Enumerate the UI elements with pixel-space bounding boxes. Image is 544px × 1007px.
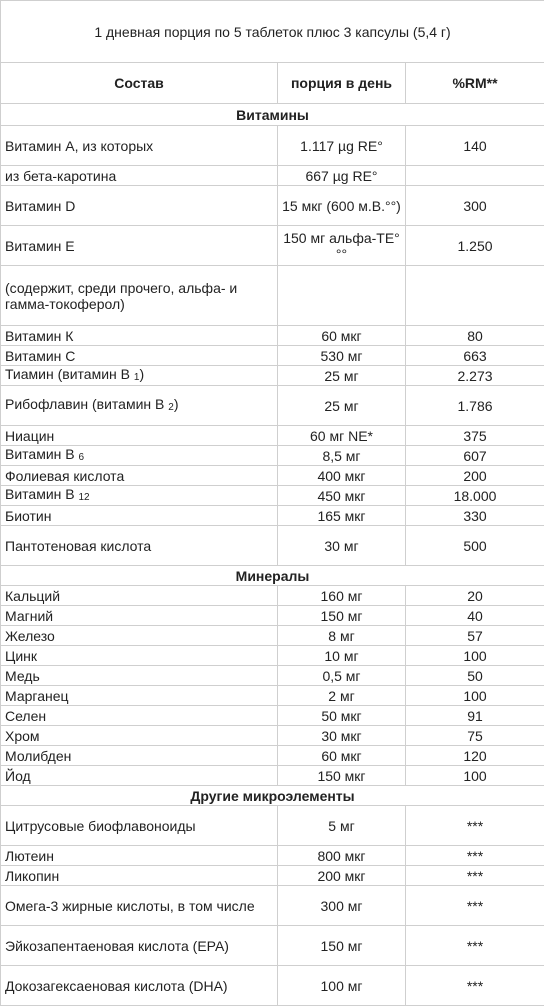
row-rm: ***	[406, 966, 544, 1006]
row-name: Ликопин	[1, 866, 278, 886]
table-title: 1 дневная порция по 5 таблеток плюс 3 капсулы (5,4 г)	[1, 1, 544, 63]
row-dose: 8 мг	[278, 626, 406, 646]
row-dose: 1.117 µg RE°	[278, 126, 406, 166]
header-rm: %RM**	[406, 63, 544, 104]
row-rm: 100	[406, 646, 544, 666]
row-rm: 91	[406, 706, 544, 726]
table-row	[1, 326, 544, 346]
row-rm: 200	[406, 466, 544, 486]
row-rm: 75	[406, 726, 544, 746]
row-dose: 30 мкг	[278, 726, 406, 746]
section-vitamins: Витамины	[1, 104, 544, 126]
row-rm: 300	[406, 186, 544, 226]
row-name: Биотин	[1, 506, 278, 526]
row-name: Ниацин	[1, 426, 278, 446]
row-name: Цинк	[1, 646, 278, 666]
table-row	[1, 266, 544, 326]
row-name: Витамин А, из которых	[1, 126, 278, 166]
row-name: Эйкозапентаеновая кислота (EPA)	[1, 926, 278, 966]
row-name: Хром	[1, 726, 278, 746]
row-rm: 375	[406, 426, 544, 446]
table-row	[1, 386, 544, 426]
section-row	[1, 786, 544, 806]
row-rm: 1.250	[406, 226, 544, 266]
row-name: Йод	[1, 766, 278, 786]
row-dose: 300 мг	[278, 886, 406, 926]
row-rm: ***	[406, 846, 544, 866]
table-row	[1, 646, 544, 666]
row-name: Медь	[1, 666, 278, 686]
table-row	[1, 166, 544, 186]
table-row	[1, 766, 544, 786]
row-name: Витамин E	[1, 226, 278, 266]
row-name: Молибден	[1, 746, 278, 766]
row-rm	[406, 266, 544, 326]
row-dose: 165 мкг	[278, 506, 406, 526]
table-row	[1, 846, 544, 866]
header-row	[1, 63, 544, 104]
table-row	[1, 186, 544, 226]
row-name: Тиамин (витамин В $_1$)	[1, 366, 278, 386]
table-row	[1, 726, 544, 746]
row-name: (содержит, среди прочего, альфа- и гамма-токоферол)	[1, 266, 278, 326]
row-dose: 200 мкг	[278, 866, 406, 886]
row-dose: 150 мкг	[278, 766, 406, 786]
row-name: Витамин К	[1, 326, 278, 346]
table-row	[1, 526, 544, 566]
row-rm: 500	[406, 526, 544, 566]
table-row	[1, 586, 544, 606]
row-dose: 5 мг	[278, 806, 406, 846]
row-rm: 100	[406, 766, 544, 786]
section-minerals: Минералы	[1, 566, 544, 586]
section-row	[1, 566, 544, 586]
table-row	[1, 926, 544, 966]
row-dose: 8,5 мг	[278, 446, 406, 466]
row-dose: 400 мкг	[278, 466, 406, 486]
row-dose: 60 мкг	[278, 326, 406, 346]
header-daily-dose: порция в день	[278, 63, 406, 104]
row-dose: 15 мкг (600 м.В.°°)	[278, 186, 406, 226]
row-name: Рибофлавин (витамин В $_2$)	[1, 386, 278, 426]
table-row	[1, 506, 544, 526]
table-row	[1, 606, 544, 626]
row-rm: 120	[406, 746, 544, 766]
row-name: Омега-3 жирные кислоты, в том числе	[1, 886, 278, 926]
row-name: Витамин С	[1, 346, 278, 366]
row-dose: 30 мг	[278, 526, 406, 566]
row-name: Марганец	[1, 686, 278, 706]
row-rm: 140	[406, 126, 544, 166]
row-rm: 663	[406, 346, 544, 366]
row-dose: 667 µg RE°	[278, 166, 406, 186]
row-rm: 20	[406, 586, 544, 606]
row-rm: 57	[406, 626, 544, 646]
row-rm: 1.786	[406, 386, 544, 426]
table-row	[1, 746, 544, 766]
table-row	[1, 346, 544, 366]
row-rm: 40	[406, 606, 544, 626]
row-dose: 150 мг	[278, 926, 406, 966]
table-row	[1, 126, 544, 166]
row-name: Витамин В $_{12}$	[1, 486, 278, 506]
row-rm: ***	[406, 886, 544, 926]
row-rm: 80	[406, 326, 544, 346]
row-rm: 330	[406, 506, 544, 526]
table-row	[1, 886, 544, 926]
row-dose: 450 мкг	[278, 486, 406, 506]
row-dose: 10 мг	[278, 646, 406, 666]
table-row	[1, 226, 544, 266]
row-dose	[278, 266, 406, 326]
row-name: Лютеин	[1, 846, 278, 866]
row-dose: 25 мг	[278, 366, 406, 386]
row-rm: 50	[406, 666, 544, 686]
row-name: Докозагексаеновая кислота (DHA)	[1, 966, 278, 1006]
row-dose: 530 мг	[278, 346, 406, 366]
header-composition: Состав	[1, 63, 278, 104]
table-row	[1, 666, 544, 686]
row-dose: 800 мкг	[278, 846, 406, 866]
row-dose: 150 мг	[278, 606, 406, 626]
table-row	[1, 466, 544, 486]
table-row	[1, 446, 544, 466]
table-row	[1, 806, 544, 846]
row-rm	[406, 166, 544, 186]
row-dose: 50 мкг	[278, 706, 406, 726]
row-dose: 100 мг	[278, 966, 406, 1006]
table-row	[1, 866, 544, 886]
row-name: Витамин В $_6$	[1, 446, 278, 466]
section-other-microelements: Другие микроэлементы	[1, 786, 544, 806]
row-name: Витамин D	[1, 186, 278, 226]
row-name: Фолиевая кислота	[1, 466, 278, 486]
row-dose: 60 мг NE*	[278, 426, 406, 446]
row-rm: 607	[406, 446, 544, 466]
row-rm: ***	[406, 866, 544, 886]
table-row	[1, 706, 544, 726]
row-dose: 25 мг	[278, 386, 406, 426]
row-name: из бета-каротина	[1, 166, 278, 186]
row-rm: ***	[406, 806, 544, 846]
row-rm: ***	[406, 926, 544, 966]
row-name: Железо	[1, 626, 278, 646]
row-dose: 150 мг альфа-TE°°°	[278, 226, 406, 266]
table-row	[1, 626, 544, 646]
row-name: Цитрусовые биофлавоноиды	[1, 806, 278, 846]
row-rm: 2.273	[406, 366, 544, 386]
section-row	[1, 104, 544, 126]
title-row	[1, 1, 544, 63]
row-dose: 160 мг	[278, 586, 406, 606]
table-row	[1, 366, 544, 386]
row-rm: 18.000	[406, 486, 544, 506]
table-row	[1, 486, 544, 506]
row-name: Селен	[1, 706, 278, 726]
row-name: Пантотеновая кислота	[1, 526, 278, 566]
row-dose: 60 мкг	[278, 746, 406, 766]
table-row	[1, 686, 544, 706]
row-name: Магний	[1, 606, 278, 626]
row-rm: 100	[406, 686, 544, 706]
table-row	[1, 966, 544, 1006]
row-name: Кальций	[1, 586, 278, 606]
table-row	[1, 426, 544, 446]
row-dose: 0,5 мг	[278, 666, 406, 686]
row-dose: 2 мг	[278, 686, 406, 706]
